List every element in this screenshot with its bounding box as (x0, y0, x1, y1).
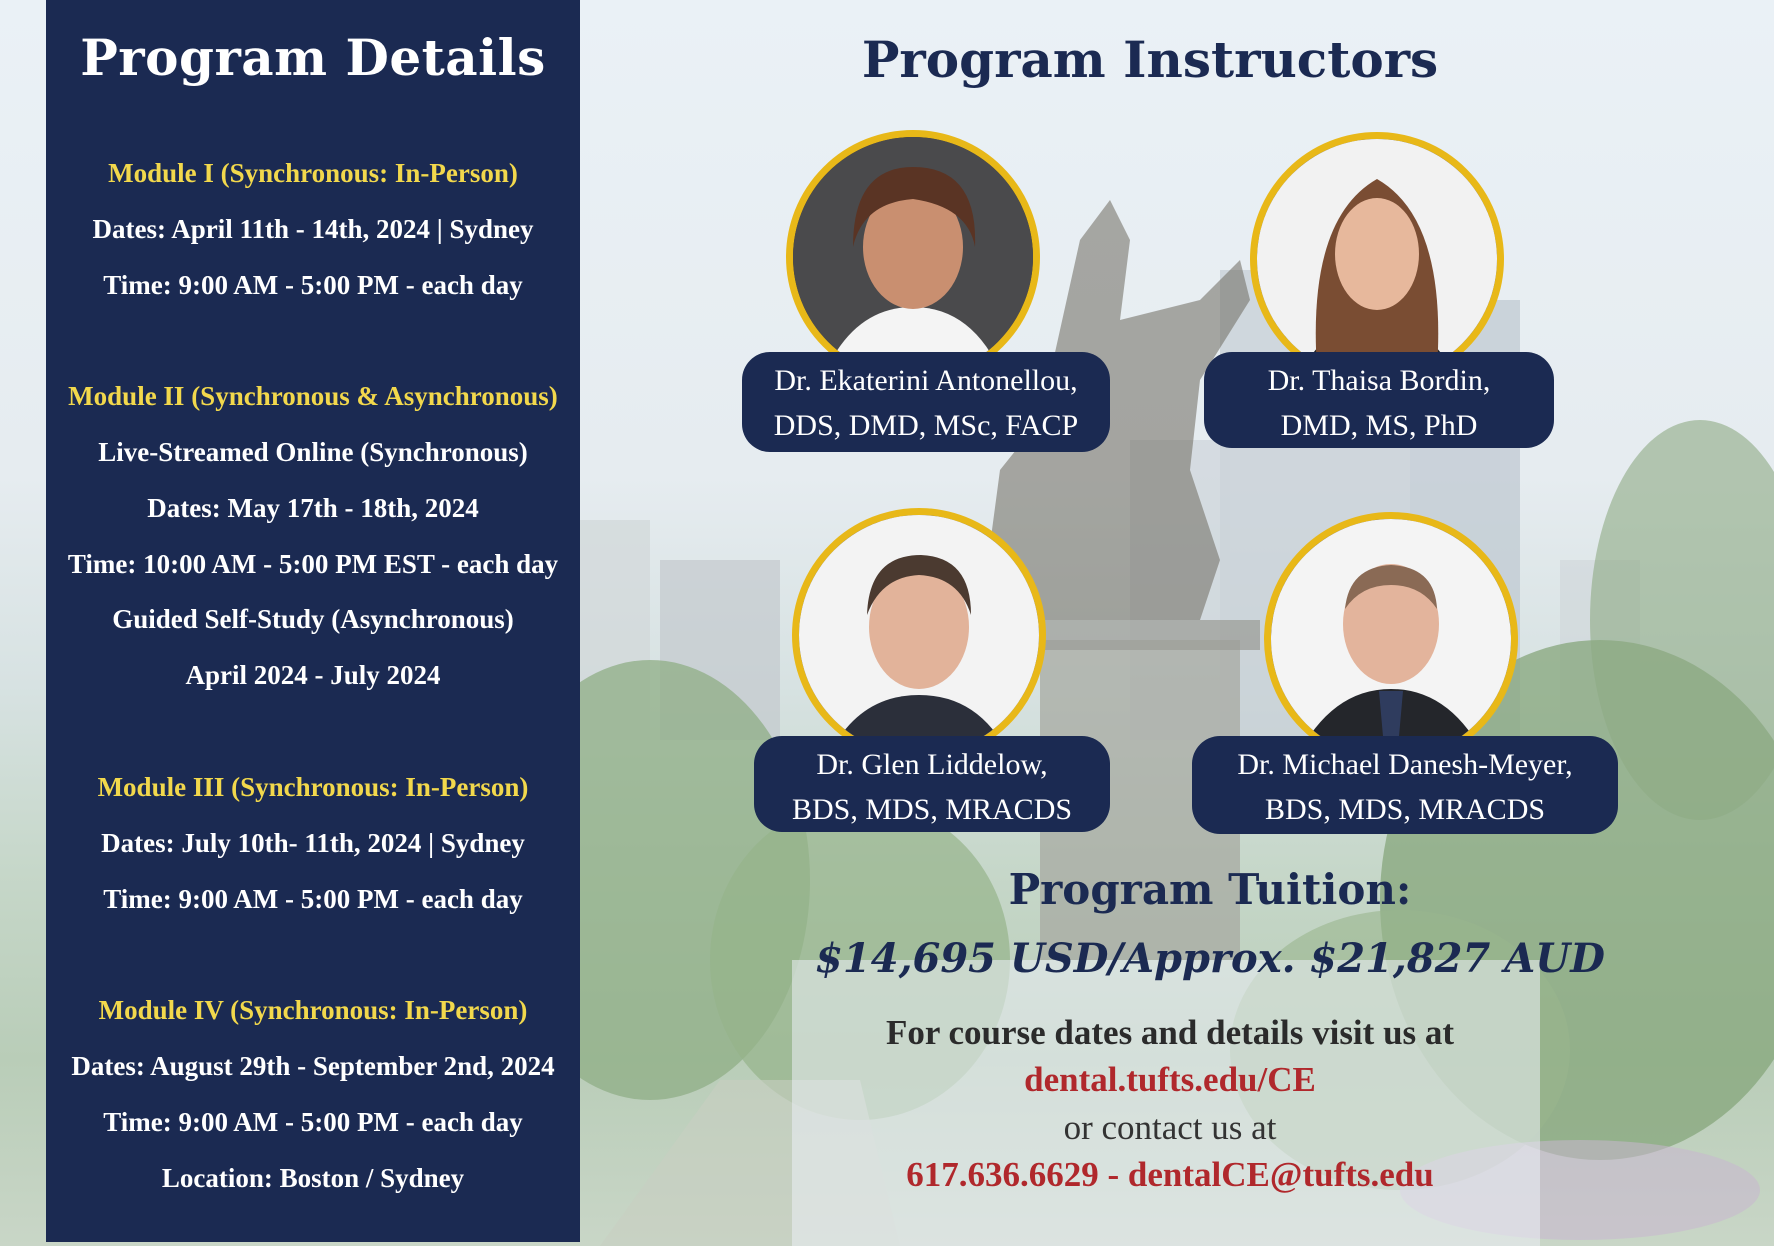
instructor-4-credentials: BDS, MDS, MRACDS (1264, 793, 1546, 826)
module-4-time: Time: 9:00 AM - 5:00 PM - each day (103, 1107, 523, 1137)
instructor-4-name: Dr. Michael Danesh-Meyer, (1237, 748, 1573, 781)
module-2-line-4: Guided Self-Study (Asynchronous) (112, 604, 514, 634)
instructor-3-credentials: BDS, MDS, MRACDS (791, 793, 1073, 826)
instructor-1-nameplate (742, 352, 1110, 452)
instructor-3-name: Dr. Glen Liddelow, (816, 748, 1048, 781)
program-instructors-title: Program Instructors (861, 30, 1439, 89)
contact-line-2: or contact us at (1063, 1108, 1277, 1147)
program-details-title: Program Details (80, 28, 546, 87)
module-4-dates: Dates: August 29th - September 2nd, 2024 (71, 1051, 555, 1081)
module-2-dates: Dates: May 17th - 18th, 2024 (147, 493, 479, 523)
module-3-heading: Module III (Synchronous: In-Person) (97, 772, 529, 802)
instructor-1-credentials: DDS, DMD, MSc, FACP (773, 409, 1079, 442)
instructor-3-portrait (799, 515, 1039, 755)
instructor-2-credentials: DMD, MS, PhD (1280, 409, 1478, 442)
program-details-panel (46, 0, 580, 1242)
module-2-time: Time: 10:00 AM - 5:00 PM EST - each day (67, 549, 559, 579)
instructor-2-photo (1250, 132, 1504, 386)
phone-email-link[interactable]: 617.636.6629 - dentalCE@tufts.edu (906, 1155, 1434, 1194)
instructor-2-portrait (1257, 139, 1497, 379)
instructor-3-photo (792, 508, 1046, 762)
module-1-dates: Dates: April 11th - 14th, 2024 | Sydney (92, 214, 534, 244)
module-2-line-1: Live-Streamed Online (Synchronous) (98, 437, 528, 467)
instructor-3-nameplate (754, 736, 1110, 832)
module-3-time: Time: 9:00 AM - 5:00 PM - each day (103, 884, 523, 914)
program-tuition-title: Program Tuition: (1008, 865, 1412, 914)
instructor-4-photo (1264, 512, 1518, 766)
instructor-4-portrait (1271, 519, 1511, 759)
instructor-4-nameplate (1192, 736, 1618, 834)
program-tuition-price: $14,695 USD/Approx. $21,827 AUD (815, 935, 1605, 982)
instructor-2-nameplate (1204, 352, 1554, 448)
module-1-heading: Module I (Synchronous: In-Person) (108, 158, 518, 188)
module-3-dates: Dates: July 10th- 11th, 2024 | Sydney (101, 828, 525, 858)
module-4-location: Location: Boston / Sydney (161, 1163, 465, 1193)
module-2-line-5: April 2024 - July 2024 (185, 660, 441, 690)
module-4-heading: Module IV (Synchronous: In-Person) (98, 995, 528, 1025)
instructor-1-portrait (793, 137, 1033, 377)
instructor-1-photo (786, 130, 1040, 384)
website-link[interactable]: dental.tufts.edu/CE (1024, 1060, 1316, 1099)
instructor-2-name: Dr. Thaisa Bordin, (1267, 364, 1491, 397)
module-1-time: Time: 9:00 AM - 5:00 PM - each day (103, 270, 523, 300)
module-2-heading: Module II (Synchronous & Asynchronous) (68, 381, 558, 411)
instructor-1-name: Dr. Ekaterini Antonellou, (774, 364, 1078, 397)
contact-line-1: For course dates and details visit us at (885, 1013, 1455, 1052)
contact-info-box (792, 960, 1540, 1246)
